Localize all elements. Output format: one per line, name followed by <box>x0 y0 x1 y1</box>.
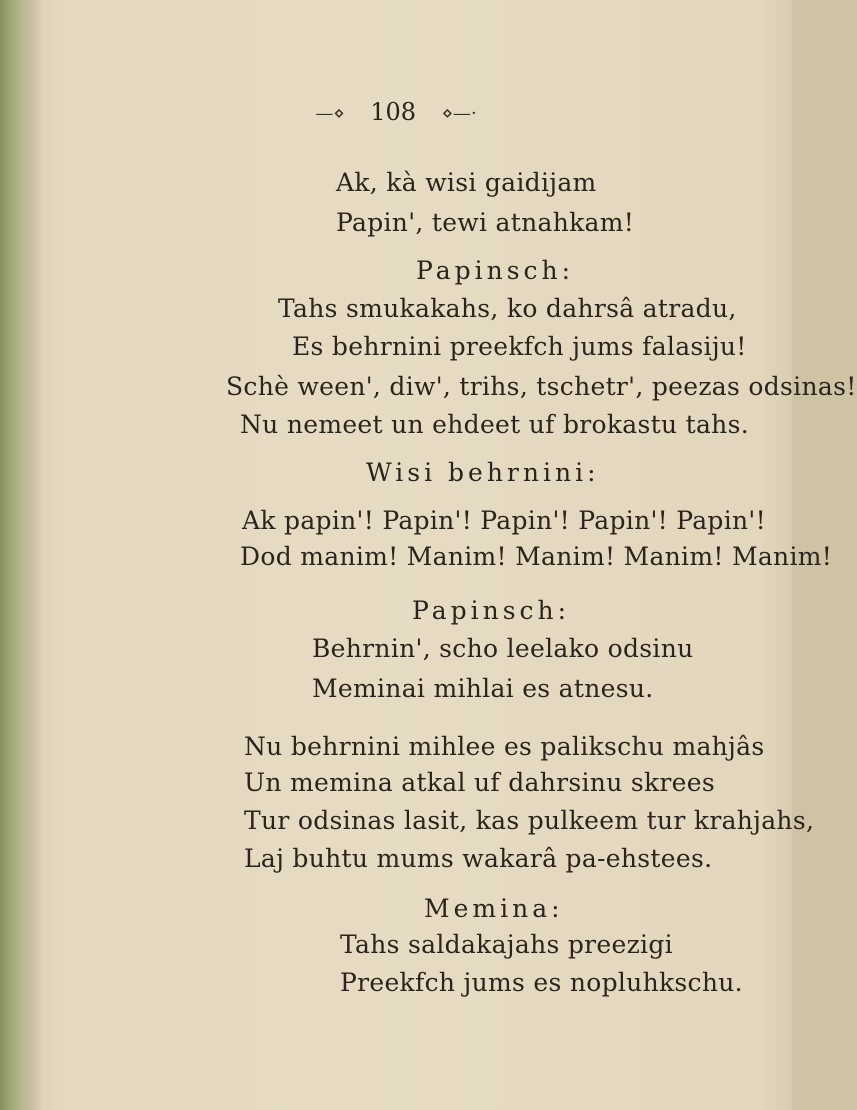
verse-line: Laj buhtu mums wakarâ pa-ehstees. <box>244 844 713 873</box>
verse-line: Schè ween', diw', trihs, tschetr', peezas odsinas! <box>226 372 857 401</box>
verse-line: Papin', tewi atnahkam! <box>336 208 635 237</box>
right-ornament: ⋄—· <box>441 103 477 124</box>
speaker-heading: Papinsch: <box>412 596 571 625</box>
page-number: 108 <box>370 98 417 126</box>
page-gutter <box>0 0 42 1110</box>
verse-line: Meminai mihlai es atnesu. <box>312 674 654 703</box>
verse-line: Un memina atkal uf dahrsinu skrees <box>244 768 716 797</box>
verse-line: Es behrnini preekfch jums falasiju! <box>292 332 747 361</box>
verse-line: Dod manim! Manim! Manim! Manim! Manim! <box>240 542 833 571</box>
verse-line: Nu behrnini mihlee es palikschu mahjâs <box>244 732 765 761</box>
verse-line: Tahs saldakajahs preezigi <box>340 930 673 959</box>
verse-line: Preekfch jums es nopluhkschu. <box>340 968 743 997</box>
page-header <box>0 98 792 126</box>
speaker-heading: Papinsch: <box>416 256 575 285</box>
verse-line: Tur odsinas lasit, kas pulkeem tur krahjahs, <box>244 806 815 835</box>
speaker-heading: Memina: <box>424 894 564 923</box>
verse-line: Behrnin', scho leelako odsinu <box>312 634 694 663</box>
verse-line: Ak papin'! Papin'! Papin'! Papin'! Papin'! <box>242 506 766 535</box>
verse-line: Ak, kà wisi gaidijam <box>336 168 597 197</box>
left-ornament: —⋄ <box>315 103 345 124</box>
verse-line: Nu nemeet un ehdeet uf brokastu tahs. <box>240 410 749 439</box>
verse-line: Tahs smukakahs, ko dahrsâ atradu, <box>278 294 737 323</box>
speaker-heading: Wisi behrnini: <box>366 458 600 487</box>
